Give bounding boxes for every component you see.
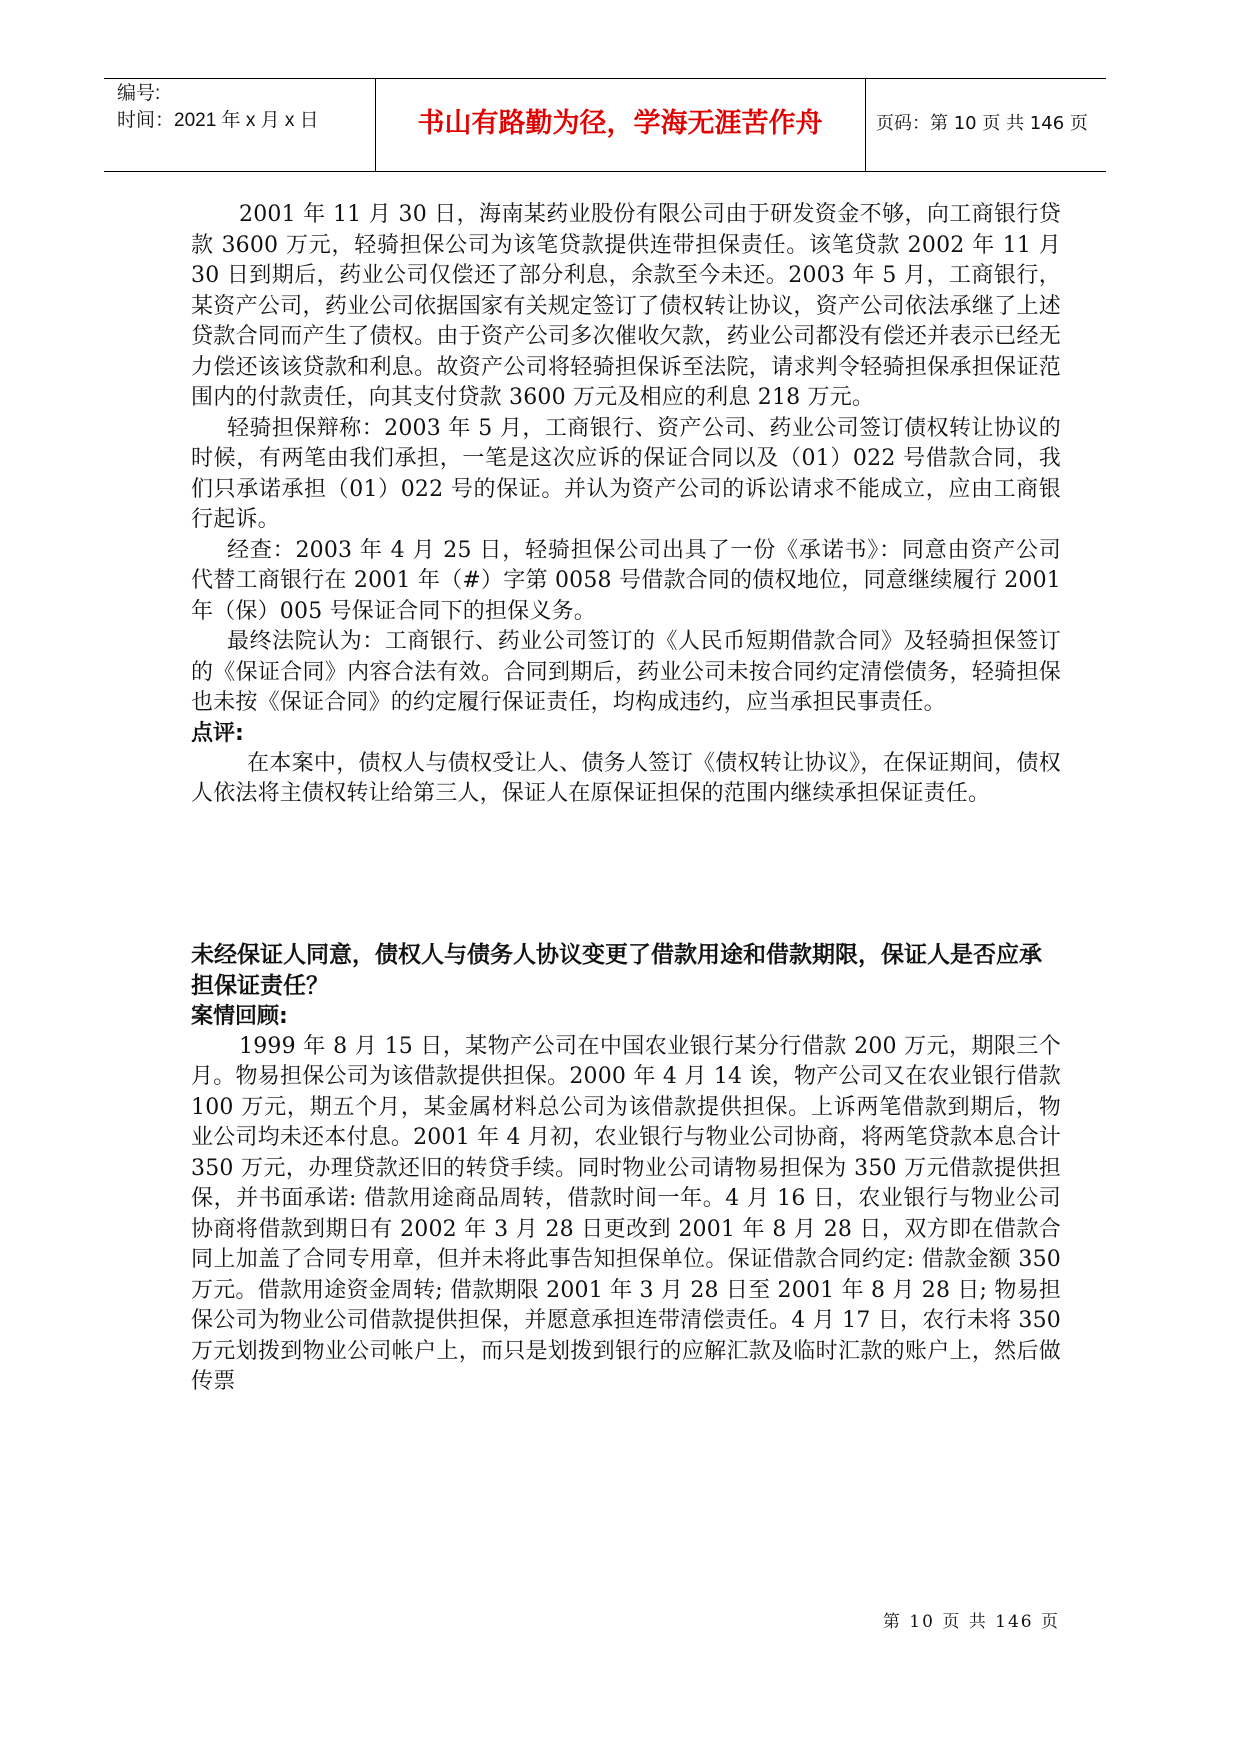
time-label: 时间：2021 年 x 月 x 日 [117, 110, 319, 131]
case2-paragraph-1: 1999 年 8 月 15 日，某物产公司在中国农业银行某分行借款 200 万元，期限三个月。物易担保公司为该借款提供担保。2000 年 4 月 14 诶，物产公司又在农业银行借款 100 万元，期五个月，某金属材料总公司为该借款提供担保。上诉两笔借款到期后，物业公司均未还本付息。2001 年 4 月初，农业银行与物业公司协商，将两笔贷款本息合计 350 万元，办理贷款还旧的转贷手续。同时物业公司请物易担保为 350 万元借款提供担保，并书面承诺: 借款用途商品周转，借款时间一年。4 月 16 日，农业银行与物业公司协商将借款到期日有 2002 年 3 月 28 日更改到 2001 年 8 月 28 日，双方即在借款合同上加盖了合同专用章，但并未将此事告知担保单位。保证借款合同约定: 借款金额 350 万元。借款用途资金周转; 借款期限 2001 年 3 月 28 日至 2001 年 8 月 28 日; 物易担保公司为物业公司借款提供担保，并愿意承担连带清偿责任。4 月 17 日，农行未将 350 万元划拨到物业公司帐户上，而只是划拨到银行的应解汇款及临时汇款的账户上，然后做传票 [191, 1033, 1061, 1394]
case1-paragraph-2: 轻骑担保辩称：2003 年 5 月，工商银行、资产公司、药业公司签订债权转让协议的时候，有两笔由我们承担，一笔是这次应诉的保证合同以及（01）022 号借款合同，我们只承诺承担（01）022 号的保证。并认为资产公司的诉讼请求不能成立，应由工商银行起诉。 [191, 415, 1061, 532]
document-body [191, 200, 1061, 1398]
case1-paragraph-1: 2001 年 11 月 30 日，海南某药业股份有限公司由于研发资金不够，向工商银行贷款 3600 万元，轻骑担保公司为该笔贷款提供连带担保责任。该笔贷款 2002 年 11 月 30 日到期后，药业公司仅偿还了部分利息，余款至今未还。2003 年 5 月，工商银行，某资产公司，药业公司依据国家有关规定签订了债权转让协议，资产公司依法承继了上述贷款合同而产生了债权。由于资产公司多次催收欠款，药业公司都没有偿还并表示已经无力偿还该该贷款和利息。故资产公司将轻骑担保诉至法院，请求判令轻骑担保承担保证范围内的付款责任，向其支付贷款 3600 万元及相应的利息 218 万元。 [191, 202, 1061, 410]
header-meta [117, 80, 375, 134]
case2-title: 未经保证人同意，债权人与债务人协议变更了借款用途和借款期限，保证人是否应承担保证责任？ [191, 941, 1042, 999]
comment-heading: 点评: [191, 720, 244, 746]
header-page-number: 页码：第 10 页 共 146 页 [876, 113, 1088, 134]
footer-page-number: 第 10 页 共 146 页 [882, 1612, 1060, 1632]
case1-paragraph-4: 最终法院认为：工商银行、药业公司签订的《人民币短期借款合同》及轻骑担保签订的《保证合同》内容合法有效。合同到期后，药业公司未按合同约定清偿债务，轻骑担保也未按《保证合同》的约定履行保证责任，均构成违约，应当承担民事责任。 [191, 629, 1061, 715]
header-divider-right [865, 78, 866, 172]
number-label: 编号: [117, 83, 161, 104]
header-motto: 书山有路勤为径，学海无涯苦作舟 [417, 108, 823, 139]
comment-paragraph: 在本案中，债权人与债权受让人、债务人签订《债权转让协议》，在保证期间，债权人依法将主债权转让给第三人，保证人在原保证担保的范围内继续承担保证责任。 [191, 750, 1061, 806]
section-spacer [191, 810, 1061, 940]
case1-paragraph-3: 经查：2003 年 4 月 25 日，轻骑担保公司出具了一份《承诺书》：同意由资产公司代替工商银行在 2001 年（#）字第 0058 号借款合同的债权地位，同意继续履行 2001 年（保）005 号保证合同下的担保义务。 [191, 537, 1061, 624]
case-review-heading: 案情回顾: [191, 1003, 288, 1029]
